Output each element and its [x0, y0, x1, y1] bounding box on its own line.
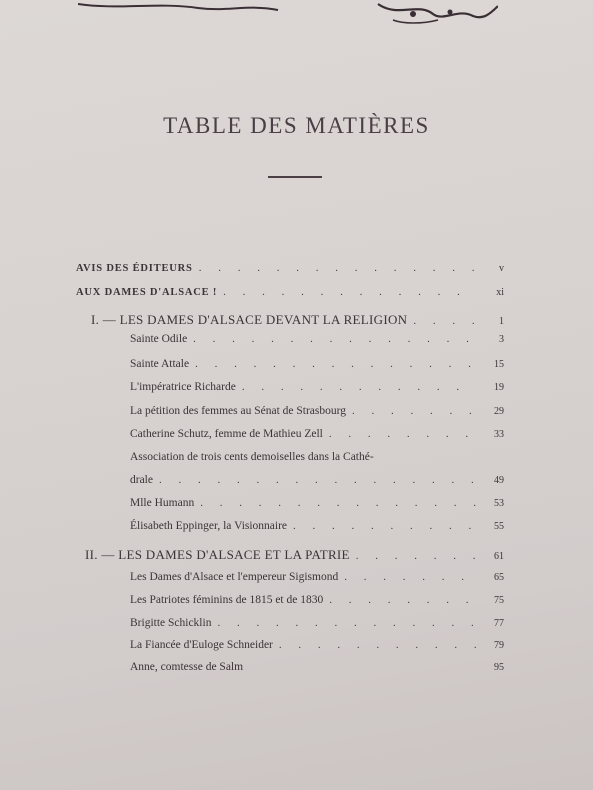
leader-dots — [200, 497, 476, 509]
toc-entry-title: Catherine Schutz, femme de Mathieu Zell — [130, 428, 323, 440]
toc-entry[interactable] — [130, 451, 504, 463]
toc-part-2[interactable] — [85, 547, 504, 563]
toc-page-number: 65 — [494, 572, 504, 583]
toc-page-number: 79 — [494, 640, 504, 651]
header-ornament — [78, 0, 498, 26]
toc-page-number: 19 — [494, 382, 504, 393]
toc-entry[interactable] — [130, 358, 504, 370]
leader-dots — [329, 428, 476, 440]
toc-entry-aux-dames[interactable] — [76, 286, 504, 298]
toc-page-number: xi — [496, 287, 504, 298]
toc-entry[interactable] — [130, 617, 504, 629]
toc-entry-title: Les Dames d'Alsace et l'empereur Sigismond — [130, 571, 339, 583]
page-title: TABLE DES MATIÈRES — [163, 113, 430, 138]
toc-part-1[interactable] — [91, 312, 504, 328]
leader-dots — [217, 617, 476, 629]
leader-dots — [279, 639, 476, 651]
toc-page-number: 33 — [494, 429, 504, 440]
leader-dots — [413, 315, 476, 327]
toc-entry-title: La Fiancée d'Euloge Schneider — [130, 639, 273, 651]
toc-entry-title: L'impératrice Richarde — [130, 381, 236, 393]
toc-entry-title: Anne, comtesse de Salm — [130, 661, 244, 673]
toc-page-number: v — [499, 263, 504, 274]
toc-page-number: 75 — [494, 595, 504, 606]
toc-page-number: 95 — [494, 662, 504, 673]
toc-page-number: 53 — [494, 498, 504, 509]
toc-entry-title: Sainte Attale — [130, 358, 190, 370]
leader-dots — [193, 333, 476, 345]
toc-entry[interactable] — [130, 333, 504, 345]
toc-entry[interactable] — [130, 428, 504, 440]
toc-entry-title: Association de trois cents demoiselles dans la Cathé- — [130, 451, 374, 463]
toc-entry-title: AUX DAMES D'ALSACE ! — [76, 287, 218, 298]
toc-entry[interactable] — [130, 497, 504, 509]
toc-page-number: 77 — [494, 618, 504, 629]
toc-page-number: 61 — [494, 551, 504, 562]
leader-dots — [344, 571, 476, 583]
leader-dots — [223, 286, 476, 298]
toc-entry[interactable] — [130, 520, 504, 532]
leader-dots — [329, 594, 476, 606]
leader-dots — [195, 358, 476, 370]
toc-entry-title: Sainte Odile — [130, 333, 188, 345]
toc-entry[interactable] — [130, 594, 504, 606]
toc-entry[interactable] — [130, 571, 504, 583]
toc-entry-title: drale — [130, 474, 153, 486]
leader-dots — [356, 550, 476, 562]
toc-entry-title: La pétition des femmes au Sénat de Strasbourg — [130, 405, 347, 417]
toc-page-number: 1 — [499, 316, 504, 327]
toc-entry[interactable] — [130, 381, 504, 393]
leader-dots — [159, 474, 476, 486]
leader-dots — [199, 262, 476, 274]
leader-dots — [293, 520, 476, 532]
leader-dots — [352, 405, 476, 417]
title-rule — [268, 176, 322, 178]
toc-entry[interactable] — [130, 661, 504, 673]
toc-entry-title: Mlle Humann — [130, 497, 195, 509]
toc-entry[interactable] — [130, 639, 504, 651]
toc-entry-title: Brigitte Schicklin — [130, 617, 212, 629]
toc-page-number: 55 — [494, 521, 504, 532]
toc-page-number: 49 — [494, 475, 504, 486]
toc-entry-title: Élisabeth Eppinger, la Visionnaire — [130, 520, 288, 532]
toc-part-title: I. — LES DAMES D'ALSACE DEVANT LA RELIGION — [91, 312, 408, 327]
toc-entry-title: AVIS DES ÉDITEURS — [76, 263, 193, 274]
toc-part-title: II. — LES DAMES D'ALSACE ET LA PATRIE — [85, 547, 350, 562]
leader-dots — [242, 381, 476, 393]
toc-entry[interactable] — [130, 405, 504, 417]
toc-page-number: 3 — [499, 334, 504, 345]
toc-entry-avis[interactable] — [76, 262, 504, 274]
toc-entry[interactable] — [130, 474, 504, 486]
toc-page-number: 29 — [494, 406, 504, 417]
toc-entry-title: Les Patriotes féminins de 1815 et de 1830 — [130, 594, 324, 606]
toc-page-number: 15 — [494, 359, 504, 370]
